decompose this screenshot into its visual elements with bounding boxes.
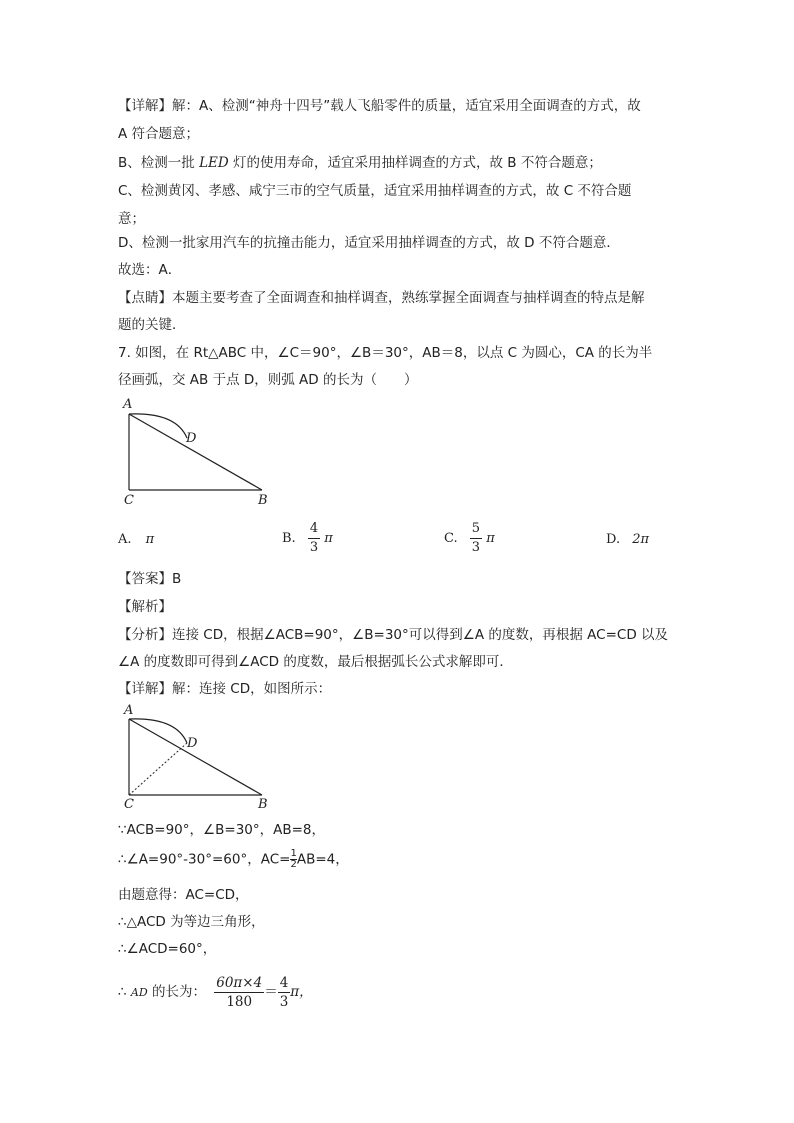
arc-length-fraction bbox=[214, 974, 264, 1011]
tip-line-2: 题的关键． bbox=[118, 317, 186, 333]
answer-label: 【答案】 bbox=[118, 571, 172, 587]
analysis-line-1: 【分析】连接 CD，根据∠ACB=90°，∠B=30°可以得到∠A 的度数，再根据 AC=CD 以及 bbox=[118, 627, 669, 643]
result-pi: π， bbox=[290, 984, 313, 1000]
detail-line-1: 【详解】解：A、检测“神舟十四号”载人飞船零件的质量，适宜采用全面调查的方式，故 bbox=[118, 98, 641, 114]
option-c-numerator: 5 bbox=[470, 520, 482, 539]
arc-ad bbox=[129, 414, 187, 438]
step-3: 由题意得：AC=CD， bbox=[118, 887, 249, 903]
half-denominator: 2 bbox=[290, 859, 297, 870]
side-ab-2 bbox=[129, 719, 262, 795]
detail2-intro: 【详解】解：连接 CD，如图所示： bbox=[118, 681, 332, 697]
segment-cd-dotted bbox=[129, 743, 187, 795]
option-a-value: π bbox=[145, 532, 155, 547]
label-d-2: D bbox=[187, 736, 198, 751]
result-fraction bbox=[278, 974, 291, 1011]
question-line-1: 7. 如图，在 Rt△ABC 中，∠C＝90°，∠B＝30°，AB＝8，以点 C 为圆心，CA 的长为半 bbox=[118, 345, 653, 361]
label-d: D bbox=[186, 431, 197, 446]
detail-line-2: A 符合题意； bbox=[118, 126, 200, 142]
option-b-fraction bbox=[308, 520, 320, 557]
option-c[interactable] bbox=[444, 520, 495, 557]
label-a-2: A bbox=[124, 703, 134, 718]
arc-length-denominator: 180 bbox=[226, 993, 253, 1010]
option-b-pi: π bbox=[324, 531, 333, 546]
arc-ad-notation bbox=[131, 986, 148, 999]
question-line-2: 径画弧，交 AB 于点 D，则弧 AD 的长为（ ） bbox=[118, 372, 418, 388]
option-a-label: A. bbox=[118, 532, 132, 547]
detail-line-7: 故选：A． bbox=[118, 262, 182, 278]
result-numerator: 4 bbox=[279, 974, 289, 991]
analysis-header: 【解析】 bbox=[118, 599, 172, 615]
step-6-mid: 的长为： bbox=[147, 984, 206, 1000]
option-d-label: D. bbox=[606, 532, 621, 547]
step-6 bbox=[118, 972, 313, 1013]
option-a[interactable] bbox=[118, 532, 154, 547]
option-c-fraction bbox=[470, 520, 482, 557]
option-c-pi: π bbox=[486, 531, 495, 546]
step-5: ∴∠ACD=60°， bbox=[118, 941, 217, 957]
step-2-part-a: ∴∠A=90°-30°=60°，AC= bbox=[118, 851, 291, 868]
detail-line-3 bbox=[118, 153, 602, 173]
arc-ad-text: AD bbox=[130, 986, 148, 999]
side-ab bbox=[129, 414, 262, 490]
result-denominator: 3 bbox=[279, 993, 289, 1010]
option-d-value: 2π bbox=[632, 532, 650, 547]
equals-sign: ＝ bbox=[264, 984, 278, 1000]
label-b: B bbox=[258, 493, 268, 508]
arc-length-numerator: 60π×4 bbox=[216, 974, 263, 991]
label-c-2: C bbox=[124, 797, 134, 812]
label-a: A bbox=[123, 397, 133, 412]
half-numerator: 1 bbox=[290, 848, 297, 859]
step-4: ∴△ACD 为等边三角形， bbox=[118, 914, 265, 930]
option-d[interactable] bbox=[606, 532, 649, 547]
led-text: LED bbox=[199, 155, 229, 171]
detail-line-3-part-a: B、检测一批 bbox=[118, 155, 200, 171]
answer-value: B bbox=[172, 571, 182, 587]
label-b-2: B bbox=[258, 797, 268, 812]
analysis-line-2: ∠A 的度数即可得到∠ACD 的度数，最后根据弧长公式求解即可． bbox=[118, 654, 513, 670]
option-b-label: B. bbox=[282, 531, 296, 546]
step-6-prefix: ∴ bbox=[118, 984, 131, 1000]
option-b[interactable] bbox=[282, 520, 333, 557]
option-c-denominator: 3 bbox=[471, 540, 481, 555]
step-2 bbox=[118, 849, 349, 870]
detail-line-4: C、检测黄冈、孝感、咸宁三市的空气质量，适宜采用抽样调查的方式，故 C 不符合题 bbox=[118, 183, 632, 199]
detail-line-6: D、检测一批家用汽车的抗撞击能力，适宜采用抽样调查的方式，故 D 不符合题意． bbox=[118, 235, 620, 251]
answer-line bbox=[118, 569, 181, 589]
arc-ad-2 bbox=[129, 719, 187, 743]
option-b-numerator: 4 bbox=[308, 520, 320, 539]
option-c-label: C. bbox=[444, 531, 458, 546]
option-b-denominator: 3 bbox=[309, 540, 319, 555]
detail-line-5: 意； bbox=[118, 211, 145, 227]
step-2-part-b: AB=4， bbox=[296, 851, 349, 868]
label-c: C bbox=[124, 493, 134, 508]
tip-line-1: 【点睛】本题主要考查了全面调查和抽样调查，熟练掌握全面调查与抽样调查的特点是解 bbox=[118, 290, 645, 306]
detail-line-3-part-b: 灯的使用寿命，适宜采用抽样调查的方式，故 B 不符合题意； bbox=[228, 155, 602, 171]
step-1: ∵ACB=90°，∠B=30°，AB=8， bbox=[118, 822, 326, 838]
